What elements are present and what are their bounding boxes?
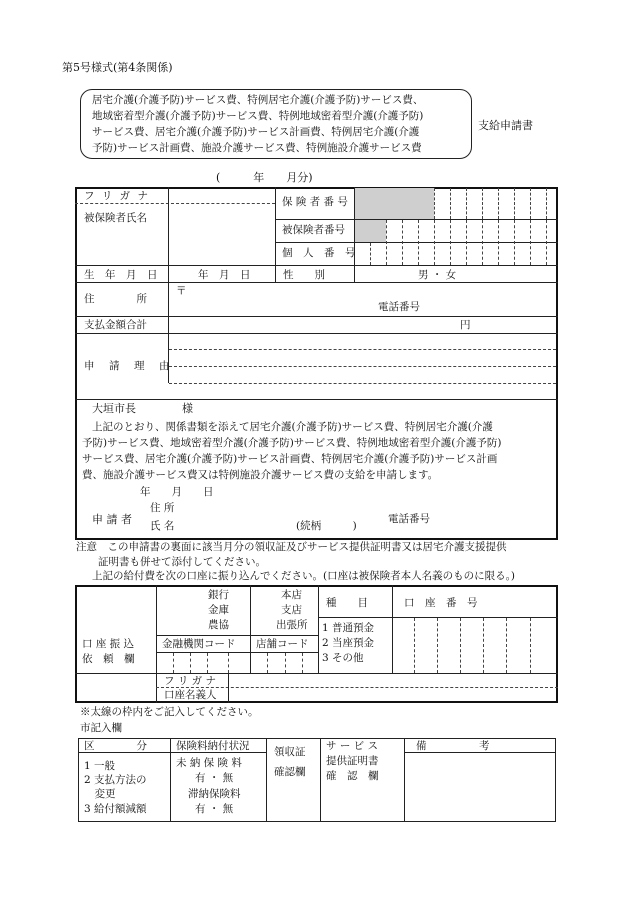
footnote: ※太線の枠内をご記入してください。 [80, 706, 259, 718]
furigana-label: フ リ ガ ナ [84, 190, 151, 202]
postal-mark: 〒 [176, 285, 187, 297]
services-line-2: 地域密着型介護(介護予防)サービス費、特例地域密着型介護(介護予防) [92, 110, 424, 122]
sex-value[interactable]: 男 ・ 女 [418, 269, 457, 281]
bank-transfer-frame [75, 585, 558, 703]
requester-name-label: 氏 名 [150, 520, 175, 532]
statement-line-2: 予防)サービス費、地域密着型介護(介護予防)サービス費、特例地域密着型介護(介護予防) [82, 437, 502, 449]
kubun-item-1: 1 一般 [84, 760, 116, 772]
mayor-label: 大垣市長 [92, 402, 136, 415]
holder-furigana-label: フ リ ガ ナ [164, 675, 217, 687]
unpaid-premium-value: 有 ・ 無 [195, 772, 234, 784]
branch-type-office: 出張所 [276, 619, 308, 631]
total-amount-label: 支払金額合計 [84, 319, 147, 331]
service-cert-2: 提供証明書 [326, 755, 379, 767]
statement-line-4: 費、施設介護サービス費又は特例施設介護サービス費の支給を申請します。 [82, 469, 439, 481]
branch-type-branch: 支店 [281, 604, 302, 616]
requester-label: 申 請 者 [92, 513, 132, 526]
kubun-header: 区 分 [84, 740, 147, 752]
yen-unit: 円 [460, 319, 471, 331]
period: ( 年 月分) [216, 171, 313, 184]
bank-type-bank: 銀行 [208, 589, 229, 601]
bank-code-label: 金融機関コード [162, 638, 236, 650]
service-cert-1: サ ー ビ ス [326, 740, 379, 752]
note-line-1: 注意 この申請書の裏面に該当月分の領収証及びサービス提供証明書又は居宅介護支援提供 [76, 541, 507, 553]
account-number-label: 口 座 番 号 [404, 597, 478, 609]
overdue-premium-label: 滞納保険料 [188, 788, 241, 800]
city-section-label: 市記入欄 [80, 722, 122, 734]
bank-type-shinkin: 金庫 [208, 604, 229, 616]
relation-label: (続柄 ) [296, 520, 357, 532]
account-holder-field[interactable] [229, 688, 556, 702]
statement-line-3: サービス費、居宅介護(介護予防)サービス計画費、特例居宅介護(介護予防)サービス計画 [82, 453, 498, 465]
insured-number-label: 被保険者番号 [282, 224, 345, 236]
address-label: 住 所 [84, 293, 147, 305]
services-line-4: 予防)サービス計画費、施設介護サービス費、特例施設介護サービス費 [92, 142, 422, 154]
note-line-3: 上記の給付費を次の口座に振り込んでください。(口座は被保険者本人名義のものに限る。) [92, 570, 515, 582]
kubun-item-2: 2 支払方法の [84, 774, 147, 786]
birthdate-label: 生 年 月 日 [84, 269, 158, 281]
account-kind-current[interactable]: 2 当座預金 [322, 637, 375, 649]
document-name: 支給申請書 [478, 119, 533, 132]
account-kind-label: 種 目 [326, 597, 368, 609]
overdue-premium-value: 有 ・ 無 [195, 803, 234, 815]
reason-label: 申 請 理 由 [84, 360, 172, 372]
requester-phone-label: 電話番号 [388, 513, 430, 525]
branch-type-main: 本店 [281, 589, 302, 601]
transfer-label-1: 口 座 振 込 [82, 638, 135, 650]
statement-line-1: 上記のとおり、関係書類を添えて居宅介護(介護予防)サービス費、特例居宅介護(介護 [92, 421, 493, 433]
birthdate-value[interactable]: 年 月 日 [198, 269, 251, 281]
reason-field[interactable] [169, 334, 556, 397]
address-phone-label: 電話番号 [378, 301, 420, 313]
services-line-1: 居宅介護(介護予防)サービス費、特例居宅介護(介護予防)サービス費、 [92, 94, 424, 106]
insured-name-label: 被保険者氏名 [84, 212, 147, 224]
services-line-3: サービス費、居宅介護(介護予防)サービス計画費、特例居宅介護(介護 [92, 126, 420, 138]
account-kind-other[interactable]: 3 その他 [322, 652, 364, 664]
receipt-check-2: 確認欄 [274, 766, 306, 778]
kubun-item-3: 3 給付額減額 [84, 803, 147, 815]
mayor-honorific: 様 [182, 402, 193, 415]
receipt-check-1: 領収証 [274, 746, 306, 758]
account-kind-ordinary[interactable]: 1 普通預金 [322, 622, 375, 634]
transfer-label-2: 依 頼 欄 [82, 653, 135, 665]
insured-name-field[interactable] [169, 204, 274, 264]
remarks-header: 備 考 [416, 740, 490, 752]
premium-status-header: 保険料納付状況 [176, 740, 250, 752]
note-line-2: 証明書も併せて添付してください。 [98, 556, 266, 568]
unpaid-premium-label: 未 納 保 険 料 [176, 757, 242, 769]
application-date[interactable]: 年 月 日 [140, 486, 214, 498]
account-holder-label: 口座名義人 [164, 689, 217, 701]
personal-number-label: 個 人 番 号 [282, 247, 356, 259]
service-cert-3: 確 認 欄 [326, 770, 379, 782]
sex-label: 性 別 [283, 269, 325, 281]
branch-code-label: 店舗コード [256, 638, 309, 650]
form-number: 第5号様式(第4条関係) [62, 61, 173, 74]
kubun-item-2b: 変更 [84, 788, 116, 800]
requester-address-label: 住 所 [150, 502, 175, 514]
bank-type-nokyo: 農協 [208, 619, 229, 631]
insurer-number-label: 保 険 者 番 号 [282, 196, 348, 208]
